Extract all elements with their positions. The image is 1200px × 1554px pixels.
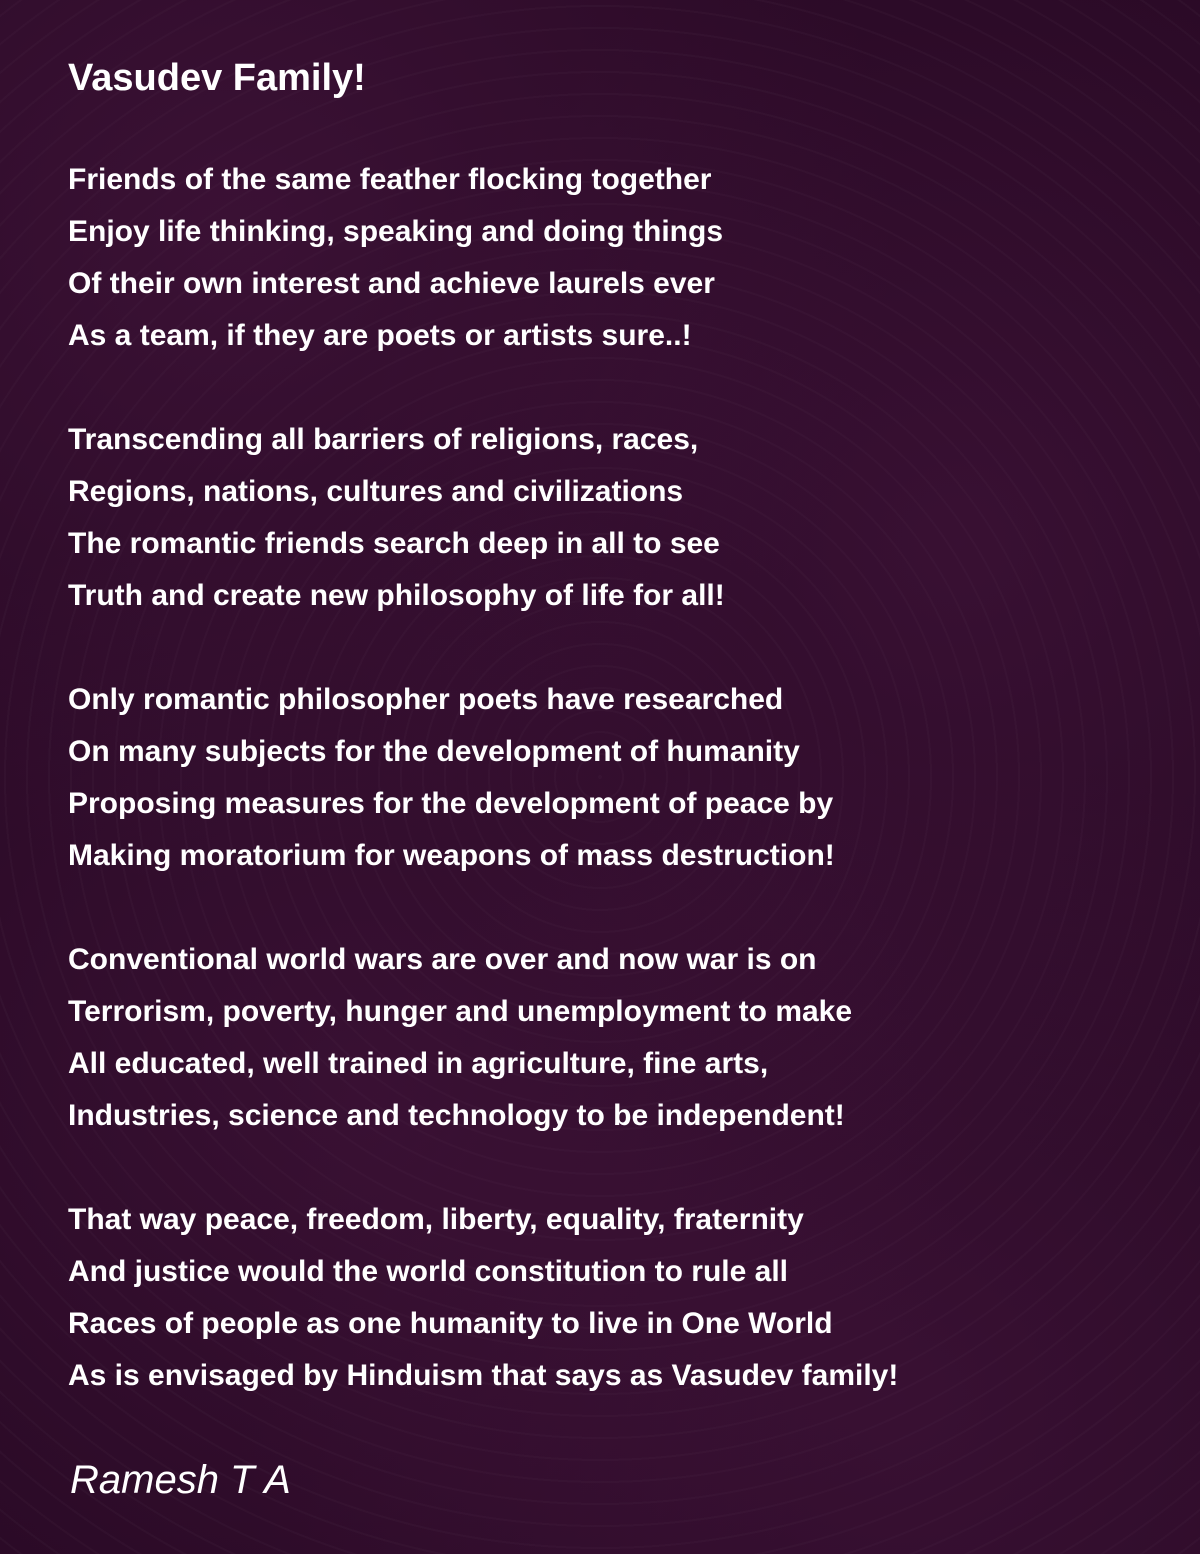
poem-line: And justice would the world constitution to rule all [68, 1255, 788, 1288]
poem-line: That way peace, freedom, liberty, equality, fraternity [68, 1203, 804, 1236]
stanza-3 [68, 674, 1168, 882]
poem-line: Friends of the same feather flocking together [68, 163, 712, 196]
stanza-2 [68, 414, 1168, 622]
poem-line: Industries, science and technology to be independent! [68, 1099, 845, 1132]
poem-line: Races of people as one humanity to live in One World [68, 1307, 833, 1340]
poem-line: Only romantic philosopher poets have researched [68, 683, 784, 716]
stanza-4 [68, 934, 1168, 1142]
poem-line: Proposing measures for the development of peace by [68, 787, 834, 820]
poem-line: The romantic friends search deep in all to see [68, 527, 720, 560]
poem-body [68, 154, 1168, 1454]
poem-line: Conventional world wars are over and now war is on [68, 943, 817, 976]
poem-line: Terrorism, poverty, hunger and unemployment to make [68, 995, 853, 1028]
poem-line: All educated, well trained in agriculture, fine arts, [68, 1047, 769, 1080]
poem-line: As a team, if they are poets or artists sure..! [68, 319, 692, 352]
poem-author: Ramesh T A [70, 1458, 291, 1502]
poem-line: Of their own interest and achieve laurels ever [68, 267, 715, 300]
poem-line: Truth and create new philosophy of life for all! [68, 579, 725, 612]
poem-title: Vasudev Family! [68, 57, 366, 99]
stanza-1 [68, 154, 1168, 362]
poem-line: Enjoy life thinking, speaking and doing things [68, 215, 724, 248]
poem-line: Transcending all barriers of religions, races, [68, 423, 699, 456]
poem-line: As is envisaged by Hinduism that says as Vasudev family! [68, 1359, 899, 1392]
poem-line: On many subjects for the development of humanity [68, 735, 800, 768]
stanza-5 [68, 1194, 1168, 1402]
poem-line: Regions, nations, cultures and civilizations [68, 475, 684, 508]
poem-line: Making moratorium for weapons of mass destruction! [68, 839, 835, 872]
